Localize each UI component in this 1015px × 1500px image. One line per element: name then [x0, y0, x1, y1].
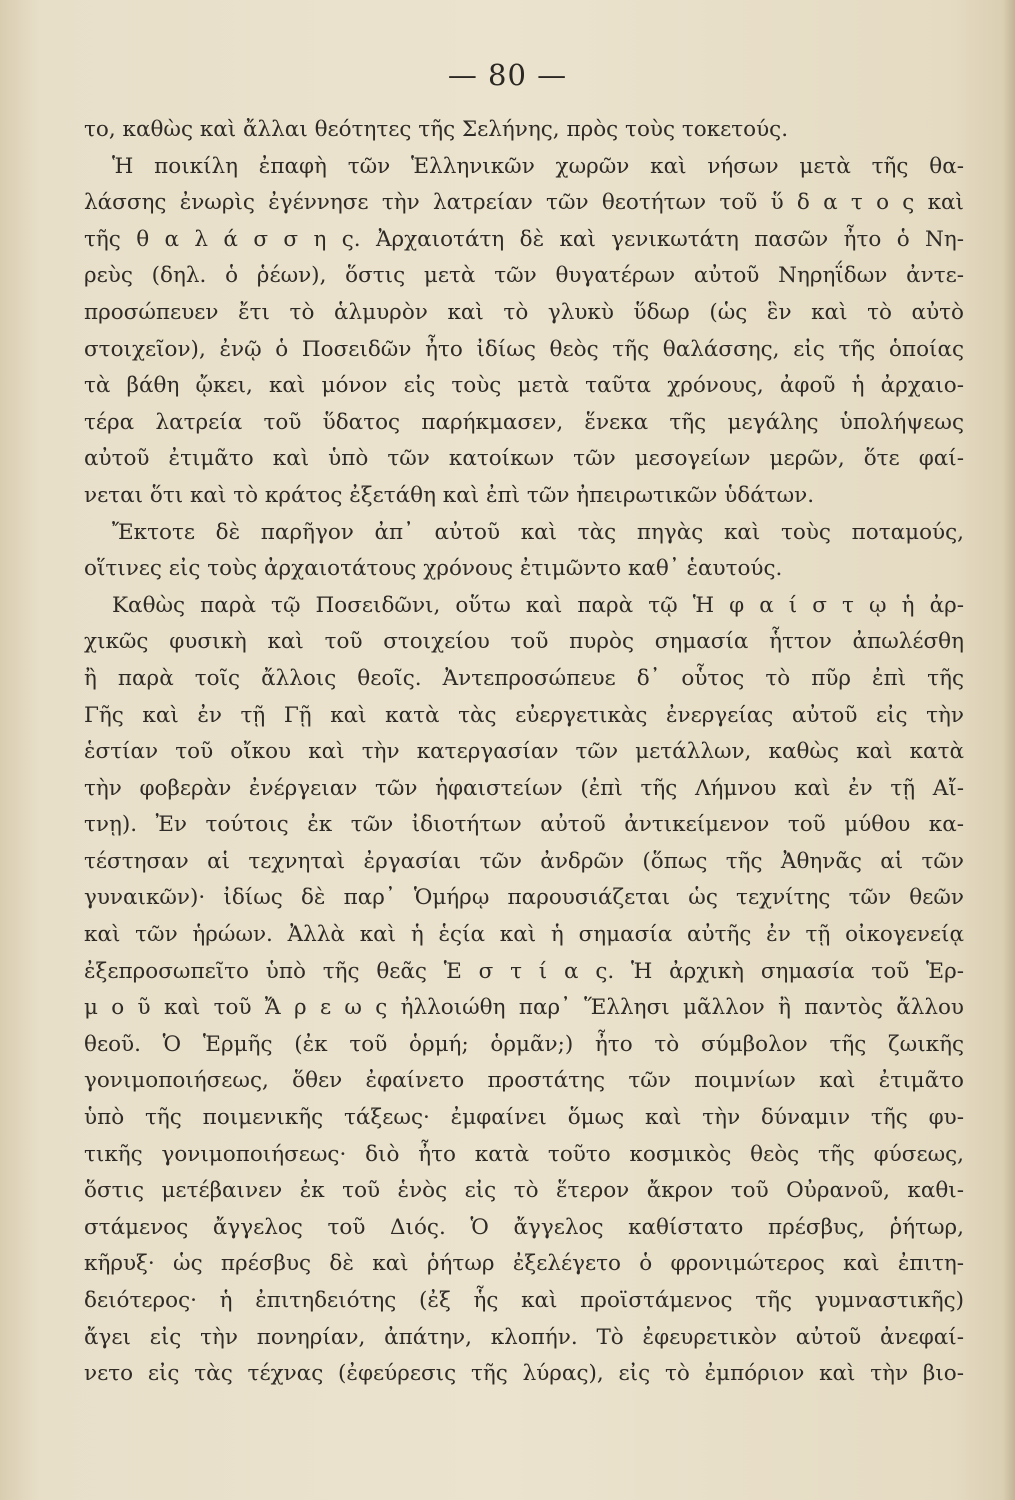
text-line: τικῆς γονιμοποιήσεως· διὸ ἦτο κατὰ τοῦτο κοσμικὸς θεὸς τῆς φύσεως, [84, 1141, 964, 1167]
text-line: ἢ παρὰ τοῖς ἄλλοις θεοῖς. Ἀντεπροσώπευε δ᾽ οὗτος τὸ πῦρ ἐπὶ τῆς [84, 665, 964, 691]
page-number: — 80 — [447, 58, 568, 92]
text-line: Γῆς καὶ ἐν τῇ Γῇ καὶ κατὰ τὰς εὐεργετικὰς ἐνεργείας αὐτοῦ εἰς τὴν [84, 702, 964, 728]
text-line: το, καθὼς καὶ ἄλλαι θεότητες τῆς Σελήνης, πρὸς τοὺς τοκετούς. [84, 117, 789, 142]
text-line: τέστησαν αἱ τεχνηταὶ ἐργασίαι τῶν ἀνδρῶν (ὅπως τῆς Ἀθηνᾶς αἱ τῶν [84, 848, 964, 874]
text-line: Ἔκτοτε δὲ παρῆγον ἀπ᾽ αὐτοῦ καὶ τὰς πηγὰς καὶ τοὺς ποταμούς, [112, 519, 964, 545]
text-line: γονιμοποιήσεως, ὅθεν ἐφαίνετο προστάτης τῶν ποιμνίων καὶ ἐτιμᾶτο [84, 1068, 964, 1094]
text-line: οἵτινες εἰς τοὺς ἀρχαιοτάτους χρόνους ἐτιμῶντο καθ᾽ ἑαυτούς. [84, 556, 783, 582]
text-line: τέρα λατρεία τοῦ ὕδατος παρήκμασεν, ἕνεκα τῆς μεγάλης ὑπολήψεως [84, 409, 964, 435]
text-line: Ἡ ποικίλη ἐπαφὴ τῶν Ἑλληνικῶν χωρῶν καὶ νήσων μετὰ τῆς θα- [112, 153, 964, 179]
text-line: στοιχεῖον), ἐνῷ ὁ Ποσειδῶν ἦτο ἰδίως θεὸς τῆς θαλάσσης, εἰς τῆς ὁποίας [84, 336, 964, 362]
text-line: νετο εἰς τὰς τέχνας (ἐφεύρεσις τῆς λύρας), εἰς τὸ ἐμπόριον καὶ τὴν βιο- [84, 1361, 964, 1387]
text-line: ρεὺς (δηλ. ὁ ῥέων), ὅστις μετὰ τῶν θυγατέρων αὐτοῦ Νηρηΐδων ἀντε- [84, 263, 964, 289]
body-text [84, 112, 964, 1393]
text-line: προσώπευεν ἔτι τὸ ἁλμυρὸν καὶ τὸ γλυκὺ ὕδωρ (ὡς ἓν καὶ τὸ αὐτὸ [84, 299, 964, 325]
page-edge-shadow [1003, 0, 1015, 1500]
text-line: τὰ βάθη ᾤκει, καὶ μόνον εἰς τοὺς μετὰ ταῦτα χρόνους, ἀφοῦ ἡ ἀρχαιο- [84, 373, 964, 399]
text-line: τὴν φοβερὰν ἐνέργειαν τῶν ἡφαιστείων (ἐπὶ τῆς Λήμνου καὶ ἐν τῇ Αἴ- [84, 775, 964, 801]
text-line: ἄγει εἰς τὴν πονηρίαν, ἀπάτην, κλοπήν. Τὸ ἐφευρετικὸν αὐτοῦ ἀνεφαί- [84, 1324, 964, 1350]
text-line: καὶ τῶν ἡρώων. Ἀλλὰ καὶ ἡ ἑςία καὶ ἡ σημασία αὐτῆς ἐν τῇ οἰκογενείᾳ [84, 922, 964, 948]
text-line: γυναικῶν)· ἰδίως δὲ παρ᾽ Ὁμήρῳ παρουσιάζεται ὡς τεχνίτης τῶν θεῶν [84, 885, 964, 911]
text-line: μ ο ῦ καὶ τοῦ Ἄ ρ ε ω ς ἠλλοιώθη παρ᾽ Ἕλλησι μᾶλλον ἢ παντὸς ἄλλου [84, 995, 964, 1021]
text-line: ὅστις μετέβαινεν ἐκ τοῦ ἑνὸς εἰς τὸ ἕτερον ἄκρον τοῦ Οὐρανοῦ, καθι- [84, 1178, 964, 1204]
text-line: χικῶς φυσικὴ καὶ τοῦ στοιχείου τοῦ πυρὸς σημασία ἧττον ἀπωλέσθη [84, 629, 964, 655]
text-line: λάσσης ἐνωρὶς ἐγέννησε τὴν λατρείαν τῶν θεοτήτων τοῦ ὕ δ α τ ο ς καὶ [84, 190, 964, 216]
text-line: ὑπὸ τῆς ποιμενικῆς τάξεως· ἐμφαίνει ὅμως καὶ τὴν δύναμιν τῆς φυ- [84, 1105, 964, 1131]
text-line: στάμενος ἄγγελος τοῦ Διός. Ὁ ἄγγελος καθίστατο πρέσβυς, ῥήτωρ, [84, 1214, 964, 1240]
text-line: θεοῦ. Ὁ Ἑρμῆς (ἐκ τοῦ ὁρμή; ὁρμᾶν;) ἦτο τὸ σύμβολον τῆς ζωικῆς [84, 1031, 964, 1057]
text-line: ἐξεπροσωπεῖτο ὑπὸ τῆς θεᾶς Ἑ σ τ ί α ς. Ἡ ἀρχικὴ σημασία τοῦ Ἑρ- [84, 958, 964, 984]
text-line: δειότερος· ἡ ἐπιτηδειότης (ἐξ ἧς καὶ προϊστάμενος τῆς γυμναστικῆς) [84, 1288, 964, 1313]
text-line: αὐτοῦ ἐτιμᾶτο καὶ ὑπὸ τῶν κατοίκων τῶν μεσογείων μερῶν, ὅτε φαί- [84, 446, 964, 472]
text-line: κῆρυξ· ὡς πρέσβυς δὲ καὶ ῥήτωρ ἐξελέγετο ὁ φρονιμώτερος καὶ ἐπιτη- [84, 1251, 964, 1277]
text-line: τνῃ). Ἐν τούτοις ἐκ τῶν ἰδιοτήτων αὐτοῦ ἀντικείμενον τοῦ μύθου κα- [84, 812, 964, 838]
text-line: Καθὼς παρὰ τῷ Ποσειδῶνι, οὕτω καὶ παρὰ τῷ Ἡ φ α ί σ τ ῳ ἡ ἀρ- [112, 592, 964, 618]
text-line: ἑστίαν τοῦ οἴκου καὶ τὴν κατεργασίαν τῶν μετάλλων, καθὼς καὶ κατὰ [84, 739, 964, 765]
text-line: νεται ὅτι καὶ τὸ κράτος ἐξετάθη καὶ ἐπὶ τῶν ἠπειρωτικῶν ὑδάτων. [84, 482, 815, 508]
text-line: τῆς θ α λ ά σ σ η ς. Ἀρχαιοτάτη δὲ καὶ γενικωτάτη πασῶν ἦτο ὁ Νη- [84, 226, 964, 252]
